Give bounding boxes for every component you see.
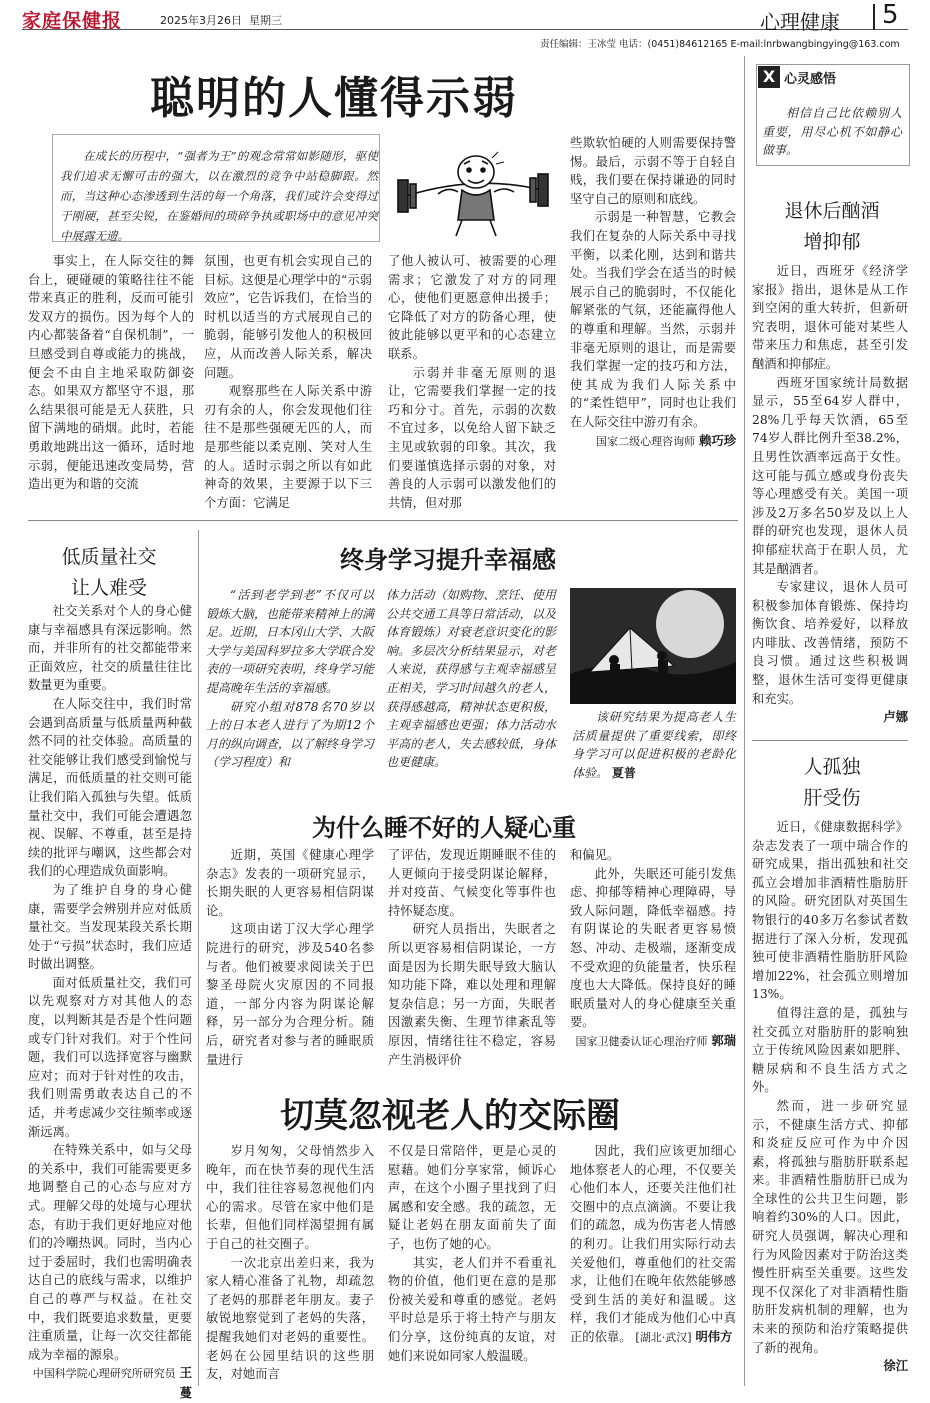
lifelong-col-1	[206, 586, 374, 796]
lonely-para-2: 值得注意的是，孤独与社交孤立对脂肪肝的影响独立于传统风险因素如肥胖、糖尿病和不良生活方式之外。	[752, 1005, 908, 1095]
lifelong-author: 夏普	[611, 765, 636, 780]
social-para-4: 面对低质量社交，我们可以先观察对方对其他人的态度，以判断其是否是个性问题或专门针对我们。对于个性问题，我们可以选择宽容与幽默应对；而对于针对性的攻击，我们则需勇敢表达自己的不适，并考虑减少交往频率或逐渐远离。	[28, 975, 192, 1139]
lead-col2-para-b: 观察那些在人际关系中游刃有余的人，你会发现他们往往不是那些强硬无匹的人，而是那些能以柔克刚、笑对人生的人。适时示弱之所以有如此神奇的效果，主要源于以下三个方面：它满足	[204, 384, 372, 510]
lifelong-col3-para	[572, 708, 736, 782]
motto-label: 心灵感悟	[784, 72, 837, 87]
lead-article-title: 聪明的人懂得示弱	[150, 73, 518, 124]
elder-col3-text: 因此，我们应该更加细心地体察老人的心理，不仅要关心他们本人，还要关注他们社交圈中的点点滴滴。不要让我们的疏忽，成为伤害老人情感的利刃。让我们用实际行动去关爱他们，尊重他们的社交需求，让他们在晚年依然能够感受到生活的美好和温暖。这样，我们才能成为他们心中真正的依靠。	[570, 1144, 736, 1344]
lonely-para-3: 然而，进一步研究显示，不健康生活方式、抑郁和炎症反应可作为中介因素，将孤独与脂肪肝联系起来。非酒精性脂肪肝已成为全球性的公共卫生问题，影响着约30%的人口。因此，研究人员强调，解决心理和行为风险因素对于防治这类慢性肝病至关重要。这些发现不仅深化了对非酒精性脂肪肝发病机制的理解，也为未来的预防和治疗策略提供了新的视角。	[752, 1098, 908, 1355]
section-name: 心理健康	[760, 10, 840, 34]
lead-bottom-rule	[28, 520, 738, 521]
issue-date	[160, 12, 282, 28]
sleep-col1-para-a: 近期，英国《健康心理学杂志》发表的一项研究显示，长期失眠的人更容易相信阴谋论。	[206, 848, 374, 918]
social-title-line1: 低质量社交	[61, 546, 157, 568]
sleep-credit: 国家卫健委认证心理治疗师	[575, 1034, 708, 1048]
social-para-2: 在人际交往中，我们时常会遇到高质量与低质量两种截然不同的社交体验。高质量的社交能够让我们感受到愉悦与满足，而低质量的社交则可能让我们陷入孤独与失望。低质量社交中，我们可能会遭遇忽视、误解、不尊重，甚至是持续的批评与嘲讽，这些都会对我们的心理造成负面影响。	[28, 696, 192, 879]
social-credit: 中国科学院心理研究所研究员	[32, 1367, 176, 1381]
lead-col1-para: 事实上，在人际交往的舞台上，硬碰硬的策略往往不能带来真正的胜利，反而可能引发双方的损伤。因为每个人的内心都装备着“自保机制”，一旦感受到自尊或能力的挑战，便会不由自主地采取防御姿态。如果双方都坚守不退，那么结果很可能是无人获胜，只留下满地的硝烟。此时，若能勇敢地跳出这一循环，适时地示弱，便能迅速改变局势，营造出更为和谐的交流	[28, 254, 194, 492]
social-para-1: 社交关系对个人的身心健康与幸福感具有深远影响。然而，并非所有的社交都能带来正面效应，社交的质量往往比数量更为重要。	[28, 604, 192, 693]
sleep-col-3	[570, 846, 736, 1066]
elder-credit: [湖北·武汉]	[635, 1330, 692, 1344]
elder-col1-para-a: 岁月匆匆，父母悄然步入晚年，而在快节奏的现代生活中，我们往往容易忽视他们内心的需求。尽管在家中他们是长辈，但他们同样渴望拥有属于自己的社交圈子。	[206, 1144, 374, 1251]
sleep-col3-para-a: 和偏见。	[570, 848, 620, 862]
lonely-author: 徐江	[883, 1358, 908, 1374]
lead-author: 赖巧珍	[699, 432, 736, 448]
lifelong-col2-para: 体力活动（如购物、烹饪、使用公共交通工具等日常活动，以及体育锻炼）对衰老意识变化的影响。多层次分析结果显示，对老人来说，获得感与主观幸福感呈正相关，学习时间越久的老人，获得感越高，精神状态更积极，主观幸福感也更强；体力活动水平高的老人，失去感较低，身体也更健康。	[386, 588, 556, 770]
lead-credit: 国家二级心理咨询师	[596, 434, 696, 448]
elder-col3-para	[570, 1142, 736, 1348]
lead-col4-para-b: 示弱是一种智慧，它教会我们在复杂的人际关系中寻找平衡，以柔化刚，达到和谐共处。当我们学会在适当的时候展示自己的脆弱时，不仅能化解紧张的气氛，还能赢得他人的尊重和理解。当然，示弱并非毫无原则的退让，而是需要我们掌握一定的技巧和方法，使其成为我们人际关系中的“柔性铠甲”，同时也让我们在人际交往中游刃有余。	[570, 210, 736, 429]
lonely-body	[752, 818, 908, 1386]
elder-col-2	[388, 1142, 556, 1386]
sidebar-divider	[744, 56, 745, 1386]
lifelong-col-2	[386, 586, 556, 796]
retire-para-1: 近日，西班牙《经济学家报》指出，退休是从工作到空闲的重大转折，但新研究表明，退休可能对某些人带来压力和焦虑，甚至引发酗酒和抑郁症。	[752, 264, 908, 371]
sleep-col-2	[388, 846, 556, 1066]
lead-col-3	[388, 252, 556, 510]
lead-col3-para-a: 了他人被认可、被需要的心理需求；它激发了对方的同理心，使他们更愿意伸出援手；它降低了对方的防备心理，使彼此能够以更平和的心态建立联系。	[388, 254, 556, 361]
lead-intro-text: 在成长的历程中，“强者为王”的观念常常如影随形，驱使我们追求无懈可击的强大，以在激烈的竞争中站稳脚跟。然而，当这种心态渗透到生活的每一个角落，我们或许会变得过于刚硬，甚至尖锐，在鉴婚间的琐碎争执或职场中的意见冲突中展露无遗。	[60, 149, 378, 243]
sleep-author: 郭瑞	[711, 1032, 736, 1048]
elder-title: 切莫忽视老人的交际圈	[280, 1096, 620, 1136]
reading-illustration	[570, 588, 736, 704]
social-title-line2: 让人难受	[70, 577, 147, 599]
weekday-text: 星期三	[249, 14, 282, 27]
retire-title-line1: 退休后酗酒	[784, 200, 880, 222]
lonely-title	[756, 752, 908, 814]
elder-col2-para-a: 不仅是日常陪伴，更是心灵的慰藉。她们分享家常，倾诉心声，在这个小圈子里找到了归属感和安全感。我的疏忽，无疑让老妈在朋友面前失了面子，也伤了她的心。	[388, 1144, 556, 1251]
sleep-col2-para-b: 研究人员指出，失眠者之所以更容易相信阴谋论，一方面是因为长期失眠导致大脑认知功能下降，难以处理和理解复杂信息；另一方面，失眠者因激素失衡、生理节律紊乱等原因，情绪往往不稳定，容易产生消极评价	[388, 922, 556, 1067]
masthead: 家庭保健报	[22, 10, 123, 32]
lonely-para-1: 近日，《健康数据科学》杂志发表了一项中瑞合作的研究成果，指出孤独和社交孤立会增加非酒精性脂肪肝的风险。研究团队对英国生物银行的40多万名参试者数据进行了深入分析，发现孤独可使非酒精性脂肪肝风险增加22%，社会孤立则增加13%。	[752, 820, 908, 1002]
elder-col-3	[570, 1142, 736, 1386]
retire-body	[752, 262, 908, 732]
social-title	[28, 542, 190, 604]
motto-x-icon: X	[758, 66, 780, 88]
lifelong-col1-para-a: “活到老学到老”不仅可以锻炼大脑，也能带来精神上的满足。近期，日本冈山大学、大阪大学与美国科罗拉多大学联合发表的一项研究表明，终身学习能提高晚年生活的幸福感。	[206, 588, 375, 695]
page-number: 5	[882, 0, 899, 30]
elder-col1-para-b: 一次北京出差归来，我为家人精心准备了礼物，却疏忽了老妈的那群老年朋友。妻子敏锐地察觉到了老妈的失落，提醒我她们对老妈的重要性。老妈在公园里结识的这些朋友，对她而言	[206, 1255, 374, 1382]
lead-col-4	[570, 134, 736, 510]
retire-para-3: 专家建议，退休人员可积极参加体育锻炼、保持均衡饮食、培养爱好，以释放内啡肽、改善情绪，预防不良习惯。通过这些积极调整，退休生活可变得更健康和充实。	[752, 580, 908, 706]
social-author: 王蔓	[179, 1365, 192, 1400]
lonely-title-line1: 人孤独	[803, 756, 861, 778]
lead-col4-para-a: 些欺软怕硬的人则需要保持警惕。最后，示弱不等于自轻自贱，我们要在保持谦逊的同时坚守自己的原则和底线。	[570, 136, 736, 206]
social-body	[28, 602, 192, 1400]
lead-col-2	[204, 252, 372, 510]
lifelong-col3-text: 该研究结果为提高老人生活质量提供了重要线索，即终身学习可以促进积极的老龄化体验。	[572, 710, 736, 780]
elder-author: 明伟方	[695, 1328, 733, 1344]
weightlifter-illustration	[392, 134, 560, 238]
lead-intro	[60, 146, 378, 243]
retire-title	[756, 196, 908, 258]
social-para-3: 为了维护自身的身心健康，需要学会辨别并应对低质量社交。当发现某段关系长期处于“亏损”状态时，我们应适时做出调整。	[28, 882, 192, 972]
date-text: 2025年3月26日	[160, 14, 242, 27]
sleep-title: 为什么睡不好的人疑心重	[312, 814, 576, 842]
lifelong-col-3	[572, 708, 736, 798]
sleep-col-1	[206, 846, 374, 1066]
elder-col2-para-b: 其实，老人们并不看重礼物的价值，他们更在意的是那份被关爱和尊重的感觉。老妈平时总是乐于将土特产与朋友们分享，这份纯真的友谊，对她们来说如同家人般温暖。	[388, 1255, 556, 1363]
page-divider	[873, 4, 875, 30]
lead-col-1	[28, 252, 194, 510]
retire-title-line2: 增抑郁	[803, 231, 861, 253]
retire-author: 卢娜	[883, 709, 908, 725]
editor-line: 责任编辑：王冰莹 电话：(0451)84612165 E-mail:lnrbwangbingying@163.com	[540, 39, 900, 50]
lifelong-title: 终身学习提升幸福感	[340, 546, 556, 574]
sleep-col3-para-b: 此外，失眠还可能引发焦虑、抑郁等精神心理障碍，导致人际问题，降低幸福感。持有阴谋论的失眠者更容易愤怒、冲动、走极端，逐渐变成不受欢迎的负能量者，快乐程度也大大降低。保持良好的睡眠质量对人的身心健康至关重要。	[570, 866, 736, 1030]
lead-col3-para-b: 示弱并非毫无原则的退让，它需要我们掌握一定的技巧和分寸。首先，示弱的次数不宜过多，以免给人留下缺乏主见或软弱的印象。其次，我们要谨慎选择示弱的对象，对善良的人示弱可以激发他们的共情，但对那	[388, 365, 556, 510]
lonely-title-line2: 肝受伤	[803, 787, 861, 809]
sidebar-rule	[752, 740, 908, 741]
sleep-col1-para-b: 这项由诺丁汉大学心理学院进行的研究，涉及540名参与者。他们被要求阅读关于巴黎圣母院火灾原因的不同报道，一部分内容为阴谋论解释，另一部分为合理分析。随后，研究者对参与者的睡眠质量进行	[206, 922, 374, 1067]
social-para-5: 在特殊关系中，如与父母的关系中，我们可能需要更多地调整自己的心态与应对方式。理解父母的处境与心理状态，有助于我们更好地应对他们的冷嘲热讽。同时，当内心过于委屈时，我们也需明确表达自己的底线与需求，以维护自己的尊严与权益。在社交中，我们既要追求数量，更要注重质量，让每一次交往都能成为幸福的源泉。	[28, 1143, 192, 1362]
elder-col-1	[206, 1142, 374, 1386]
retire-para-2: 西班牙国家统计局数据显示，55至64岁人群中，28%几乎每天饮酒，65至74岁人群比例升至38.2%，且男性饮酒率远高于女性。这可能与孤立感或身份丧失等心理感受有关。美国一项涉及2万多名50岁及以上人群的研究也发现，退休人员抑郁症状高于在职人员，尤其是酗酒者。	[752, 375, 908, 576]
lead-col2-para-a: 氛围，也更有机会实现自己的目标。这便是心理学中的“示弱效应”，它告诉我们，在恰当的时机以适当的方式展现自己的脆弱，能够引发他人的积极回应，从而改善人际关系，解决问题。	[204, 254, 372, 380]
sleep-col2-para-a: 了评估，发现近期睡眠不佳的人更倾向于接受阴谋论解释，并对疫苗、气候变化等事件也持怀疑态度。	[388, 848, 556, 918]
lifelong-col1-para-b: 研究小组对878名70岁以上的日本老人进行了为期12个月的纵向调查，以了解终身学习（学习程度）和	[206, 699, 375, 770]
left-column-divider	[198, 530, 199, 1386]
motto-text-wrap	[762, 104, 902, 162]
motto-text: 相信自己比依赖别人重要，用尽心机不如静心做事。	[762, 106, 902, 158]
